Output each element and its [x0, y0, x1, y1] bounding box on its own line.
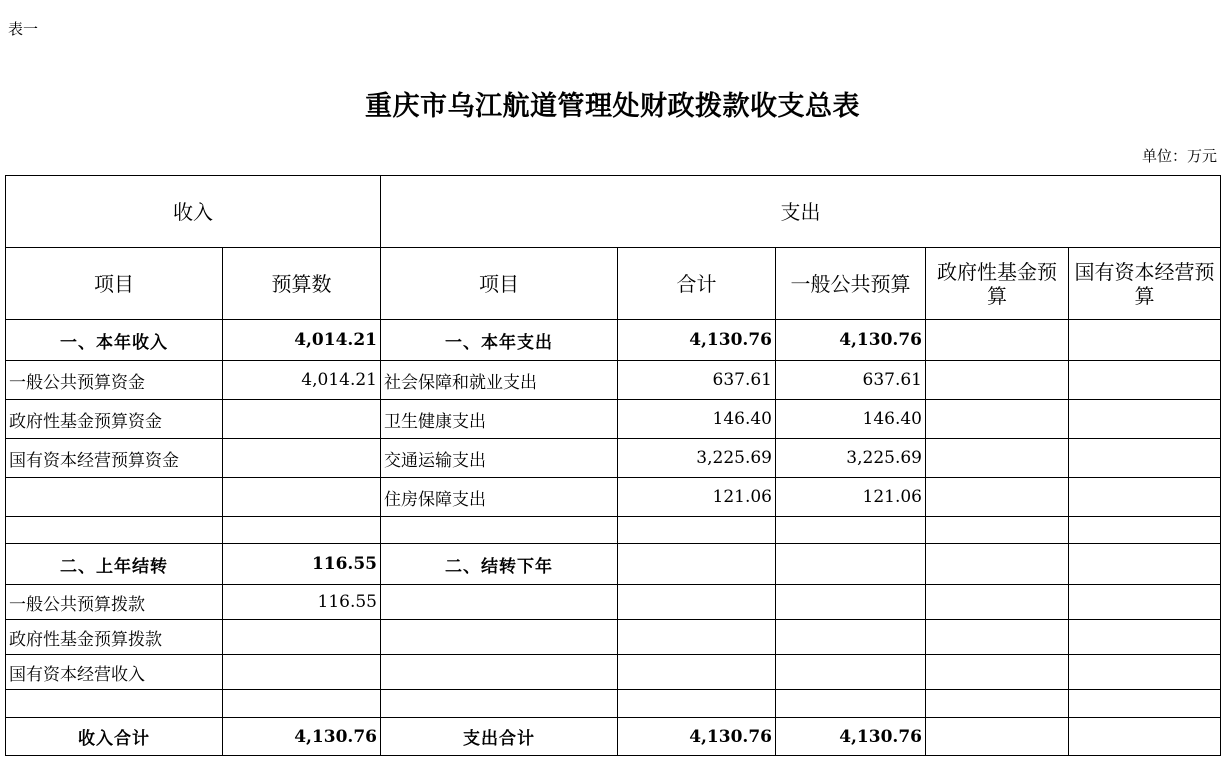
fiscal-summary-table [5, 175, 1221, 756]
empty-cell [223, 690, 381, 718]
empty-cell [926, 517, 1069, 544]
column-header-row [6, 248, 1221, 320]
table-row [6, 544, 1221, 585]
empty-cell [381, 517, 618, 544]
empty-cell [381, 655, 618, 690]
empty-cell [776, 517, 926, 544]
income-item-cell: 一般公共预算资金 [6, 361, 223, 400]
expense-state-total-value [1069, 718, 1221, 756]
income-value-cell: 116.55 [223, 544, 381, 585]
empty-cell [381, 585, 618, 620]
empty-cell [381, 690, 618, 718]
empty-cell [618, 620, 776, 655]
expense-item-cell: 一、本年支出 [381, 320, 618, 361]
table-row [6, 439, 1221, 478]
income-value-cell: 4,014.21 [223, 320, 381, 361]
expense-total-cell: 121.06 [618, 478, 776, 517]
expense-total-cell: 4,130.76 [618, 320, 776, 361]
expense-item-cell: 社会保障和就业支出 [381, 361, 618, 400]
table-number-label: 表一 [8, 20, 39, 38]
expense-general-cell: 146.40 [776, 400, 926, 439]
blank-row [6, 517, 1221, 544]
expense-total-value: 4,130.76 [618, 718, 776, 756]
empty-cell [618, 585, 776, 620]
empty-cell [776, 655, 926, 690]
expense-fund-cell [926, 400, 1069, 439]
expense-general-cell: 637.61 [776, 361, 926, 400]
expense-total-cell [618, 544, 776, 585]
income-value-cell [223, 400, 381, 439]
expense-general-total-value: 4,130.76 [776, 718, 926, 756]
expense-total-label: 支出合计 [381, 718, 618, 756]
empty-cell [618, 655, 776, 690]
section-header-row [6, 176, 1221, 248]
income-total-value: 4,130.76 [223, 718, 381, 756]
empty-cell [1069, 690, 1221, 718]
table-row [6, 478, 1221, 517]
expense-fund-cell [926, 544, 1069, 585]
income-item-cell: 一、本年收入 [6, 320, 223, 361]
empty-cell [223, 517, 381, 544]
income-value-cell: 4,014.21 [223, 361, 381, 400]
income-item-cell: 一般公共预算拨款 [6, 585, 223, 620]
empty-cell [926, 690, 1069, 718]
income-item-header: 项目 [6, 248, 223, 320]
expense-state-cell [1069, 361, 1221, 400]
table-row [6, 361, 1221, 400]
expense-state-cell [1069, 439, 1221, 478]
expense-general-cell: 3,225.69 [776, 439, 926, 478]
expense-total-cell: 3,225.69 [618, 439, 776, 478]
expense-general-cell: 4,130.76 [776, 320, 926, 361]
empty-cell [618, 690, 776, 718]
empty-cell [618, 517, 776, 544]
expense-total-cell: 637.61 [618, 361, 776, 400]
income-item-cell: 政府性基金预算资金 [6, 400, 223, 439]
expense-fund-cell [926, 439, 1069, 478]
empty-cell [6, 690, 223, 718]
empty-cell [1069, 620, 1221, 655]
income-value-cell [223, 620, 381, 655]
expense-state-cell [1069, 320, 1221, 361]
totals-row [6, 718, 1221, 756]
expense-item-cell: 二、结转下年 [381, 544, 618, 585]
expense-fund-cell [926, 478, 1069, 517]
budget-amount-header: 预算数 [223, 248, 381, 320]
table-row [6, 655, 1221, 690]
income-item-cell: 二、上年结转 [6, 544, 223, 585]
expense-total-cell: 146.40 [618, 400, 776, 439]
income-section-header: 收入 [6, 176, 381, 248]
income-value-cell [223, 478, 381, 517]
table-row [6, 620, 1221, 655]
income-total-label: 收入合计 [6, 718, 223, 756]
income-item-cell: 政府性基金预算拨款 [6, 620, 223, 655]
income-item-cell [6, 478, 223, 517]
table-row [6, 585, 1221, 620]
empty-cell [926, 585, 1069, 620]
empty-cell [926, 655, 1069, 690]
income-item-cell: 国有资本经营收入 [6, 655, 223, 690]
expense-item-header: 项目 [381, 248, 618, 320]
income-value-cell [223, 439, 381, 478]
expense-fund-cell [926, 361, 1069, 400]
empty-cell [926, 620, 1069, 655]
empty-cell [776, 585, 926, 620]
expense-general-cell: 121.06 [776, 478, 926, 517]
blank-row [6, 690, 1221, 718]
table-row [6, 400, 1221, 439]
income-value-cell: 116.55 [223, 585, 381, 620]
expense-fund-cell [926, 320, 1069, 361]
income-item-cell: 国有资本经营预算资金 [6, 439, 223, 478]
empty-cell [6, 517, 223, 544]
general-budget-header: 一般公共预算 [776, 248, 926, 320]
expense-section-header: 支出 [381, 176, 1221, 248]
unit-label: 单位：万元 [1141, 147, 1217, 165]
gov-fund-budget-header: 政府性基金预算 [926, 248, 1069, 320]
empty-cell [776, 620, 926, 655]
expense-state-cell [1069, 478, 1221, 517]
expense-item-cell: 卫生健康支出 [381, 400, 618, 439]
expense-state-cell [1069, 400, 1221, 439]
table-row [6, 320, 1221, 361]
state-capital-budget-header: 国有资本经营预算 [1069, 248, 1221, 320]
empty-cell [381, 620, 618, 655]
income-value-cell [223, 655, 381, 690]
empty-cell [776, 690, 926, 718]
empty-cell [1069, 517, 1221, 544]
expense-item-cell: 住房保障支出 [381, 478, 618, 517]
empty-cell [1069, 655, 1221, 690]
expense-fund-total-value [926, 718, 1069, 756]
total-header: 合计 [618, 248, 776, 320]
expense-state-cell [1069, 544, 1221, 585]
page-title: 重庆市乌江航道管理处财政拨款收支总表 [365, 91, 860, 122]
expense-item-cell: 交通运输支出 [381, 439, 618, 478]
expense-general-cell [776, 544, 926, 585]
empty-cell [1069, 585, 1221, 620]
